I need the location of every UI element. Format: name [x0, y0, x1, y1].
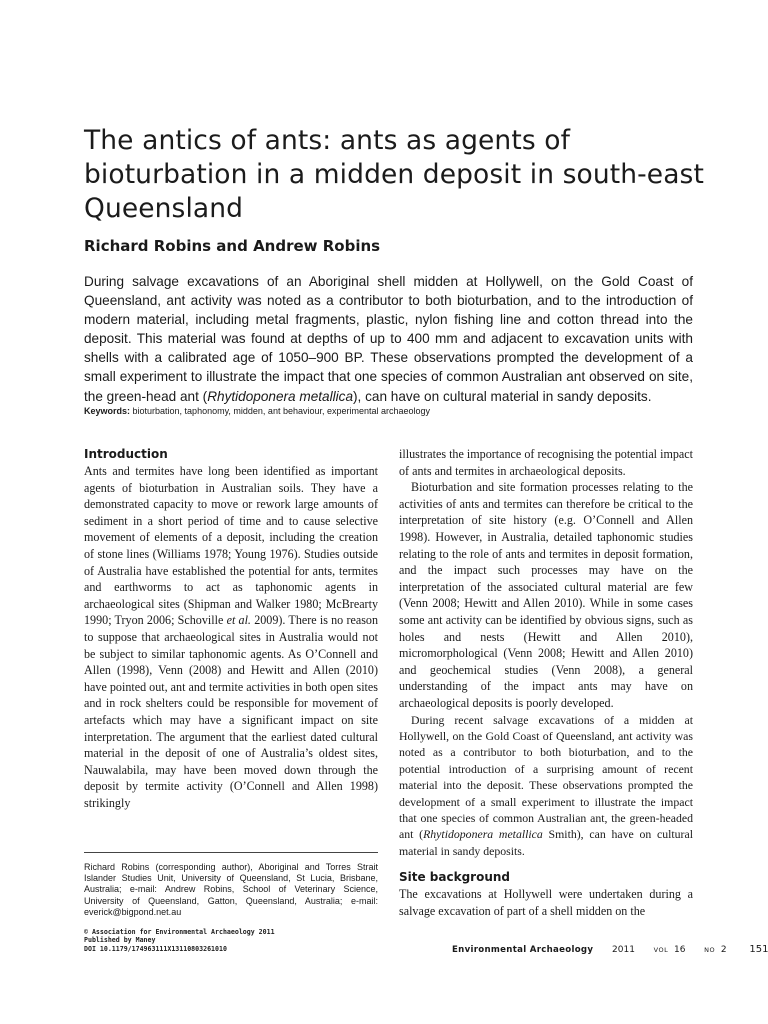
article-authors: Richard Robins and Andrew Robins — [84, 237, 381, 255]
page-number: 151 — [749, 944, 768, 955]
copyright-line: © Association for Environmental Archaeology 2011 — [84, 928, 275, 936]
intro-p1-text-b: 2009). There is no reason to suppose that archaeological sites in Australia would not be subject to similar taphonomic agents. As O’Connell and Allen (1998), Venn (2008) and Hewitt and Allen (2010) have pointed out, ant and termite activities in both open sites and in rock shelters could be responsible for movement of artefacts which may have a significant impact on site interpretation. The argument that the earliest dated cultural material in the deposit of one of Australia’s oldest sites, Nauwalabila, may have been moved down through the deposit by termite activity (O’Connell and Allen 1998) strikingly — [84, 613, 379, 810]
intro-p3-text-a: During recent salvage excavations of a midden at Hollywell, on the Gold Coast of Queensland, ant activity was noted as a contributor to both bioturbation, and to the potential introduction of a surprising amount of recent material into the deposit. These observations prompted the development of a small experiment to illustrate the impact that one species of common Australian ant, the green-headed ant ( — [399, 712, 693, 842]
author-footnote: Richard Robins (corresponding author), Aboriginal and Torres Strait Islander Studies Unit, University of Queensland, St Lucia, Brisbane, Australia; e-mail: Andrew Robins, School of Veterinary Science, University of Queensland, Gatton, Queensland, Australia; e-mail: everick@bigpond.net.au — [84, 862, 378, 917]
footnote-rule — [84, 852, 378, 853]
introduction-paragraph-1-cont: illustrates the importance of recognising the potential impact of ants and termites in archaeological deposits. — [399, 447, 693, 478]
publisher-info — [84, 928, 275, 953]
keywords-list: bioturbation, taphonomy, midden, ant behaviour, experimental archaeology — [130, 406, 431, 416]
site-background-paragraph: The excavations at Hollywell were undertaken during a salvage excavation of part of a shell midden on the — [399, 887, 693, 918]
journal-year: 2011 — [612, 945, 635, 955]
intro-p3-text-b: Smith), can have on cultural material in sandy deposits. — [399, 827, 694, 858]
intro-p1-italic: et al. — [226, 613, 251, 628]
issue-number: 2 — [720, 945, 727, 955]
intro-p1-text-a: Ants and termites have long been identified as important agents of bioturbation in Australian soils. They have a demonstrated capacity to move or rework large amounts of sediment in a short period of time and to cause selective movement of elements of a deposit, including the creation of stone lines (Williams 1978; Young 1976). Studies outside of Australia have established the potential for ants, termites and earthworms to act as taphonomic agents in archaeological sites (Shipman and Walker 1980; McBrearty 1990; Tryon 2006; Schoville — [84, 464, 378, 628]
abstract-text: During salvage excavations of an Aboriginal shell midden at Hollywell, on the Gold Coast of Queensland, ant activity was noted as a contributor to both bioturbation, and to the introduction of modern material, including metal fragments, plastic, nylon fishing line and cotton thread into the deposit. This material was found at depths of up to 400 mm and adjacent to excavation units with shells with a calibrated age of 1050–900 BP. These observations prompted the development of a small experiment to illustrate the impact that one species of common Australian ant observed on site, the green-head ant ( — [84, 274, 693, 404]
intro-p3-italic: Rhytidoponera metallica — [423, 827, 543, 842]
doi-line: DOI 10.1179/174963111X13110803261010 — [84, 944, 227, 953]
keywords — [84, 405, 693, 417]
issue-label: NO — [704, 946, 716, 954]
column-left — [84, 446, 378, 811]
site-background-heading: Site background — [399, 870, 511, 885]
introduction-paragraph-3 — [399, 712, 693, 860]
introduction-paragraph-2: Bioturbation and site formation processes relating to the activities of ants and termites can therefore be critical to the interpretation of site history (e.g. O’Connell and Allen 1998). However, in Australia, detailed taphonomic studies relating to the role of ants and termites in deposit formation, and the impact such processes may have on the interpretation of the associated cultural material are few (Venn 2008; Hewitt and Allen 2010). While in some cases some ant activity can be identified by obvious signs, such as holes and nests (Hewitt and Allen 2010), micromorphological (Venn 2008; Hewitt and Allen 2010) and geochemical studies (Venn 2008), a general understanding of the impact ants may have on archaeological deposits is poorly developed. — [399, 480, 693, 710]
abstract — [84, 272, 693, 406]
volume-number: 16 — [673, 945, 686, 955]
volume-label: VOL — [653, 946, 669, 954]
article-title: The antics of ants: ants as agents of bioturbation in a midden deposit in south-east Queensland — [84, 125, 704, 224]
keywords-label: Keywords: — [84, 406, 131, 416]
introduction-heading: Introduction — [84, 447, 168, 461]
introduction-paragraph-1 — [84, 463, 378, 811]
species-name: Rhytidoponera metallica — [207, 388, 354, 404]
running-footer — [452, 943, 768, 957]
abstract-text-end: ), can have on cultural material in sandy deposits. — [353, 388, 652, 404]
column-right — [399, 446, 693, 919]
journal-name: Environmental Archaeology — [452, 945, 594, 955]
published-by-line: Published by Maney — [84, 936, 156, 945]
